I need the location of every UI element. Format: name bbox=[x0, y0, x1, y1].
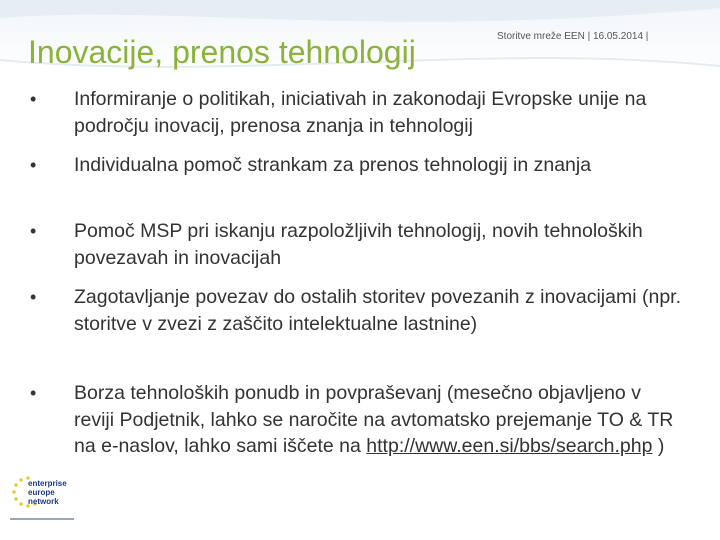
bullet-marker: • bbox=[30, 287, 37, 307]
bullet-marker: • bbox=[30, 383, 37, 403]
logo-tagline-rule bbox=[10, 518, 74, 520]
bullet-marker: • bbox=[30, 89, 37, 109]
logo-line-1: enterprise bbox=[28, 479, 67, 488]
bullet-text: Individualna pomoč strankam za prenos tehnologij in znanja bbox=[74, 154, 592, 176]
een-logo-graphic bbox=[6, 472, 86, 530]
bullet-text-before: Borza tehnoloških ponudb in povpraševanj (mesečno objavljeno v reviji Podjetnik, lahko se naročite na avtomatsko prejemanje TO & TR na e-naslov, lahko sami iščete na bbox=[74, 382, 674, 457]
logo-line-2: europe bbox=[28, 488, 55, 497]
bullet-text-after: ) bbox=[652, 435, 665, 457]
bullet-marker: • bbox=[30, 155, 37, 175]
bullet-text: Informiranje o politikah, iniciativah in zakonodaji Evropske unije na področju inovacij, prenosa znanja in tehnologij bbox=[74, 88, 647, 137]
slide-title: Inovacije, prenos tehnologij bbox=[28, 34, 416, 70]
logo-line-3: network bbox=[28, 497, 59, 506]
bullet-marker: • bbox=[30, 221, 37, 241]
bullet-text bbox=[74, 380, 684, 460]
bullet-text: Zagotavljanje povezav do ostalih storitev povezanih z inovacijami (npr. storitve v zvezi z zaščito intelektualne lastnine) bbox=[74, 286, 681, 335]
een-search-link[interactable]: http://www.een.si/bbs/search.php bbox=[366, 435, 653, 457]
bullet-text: Pomoč MSP pri iskanju razpoložljivih tehnologij, novih tehnoloških povezavah in inovacijah bbox=[74, 220, 643, 269]
slide-meta: Storitve mreže EEN | 16.05.2014 | bbox=[497, 31, 649, 42]
een-logo bbox=[6, 472, 86, 530]
